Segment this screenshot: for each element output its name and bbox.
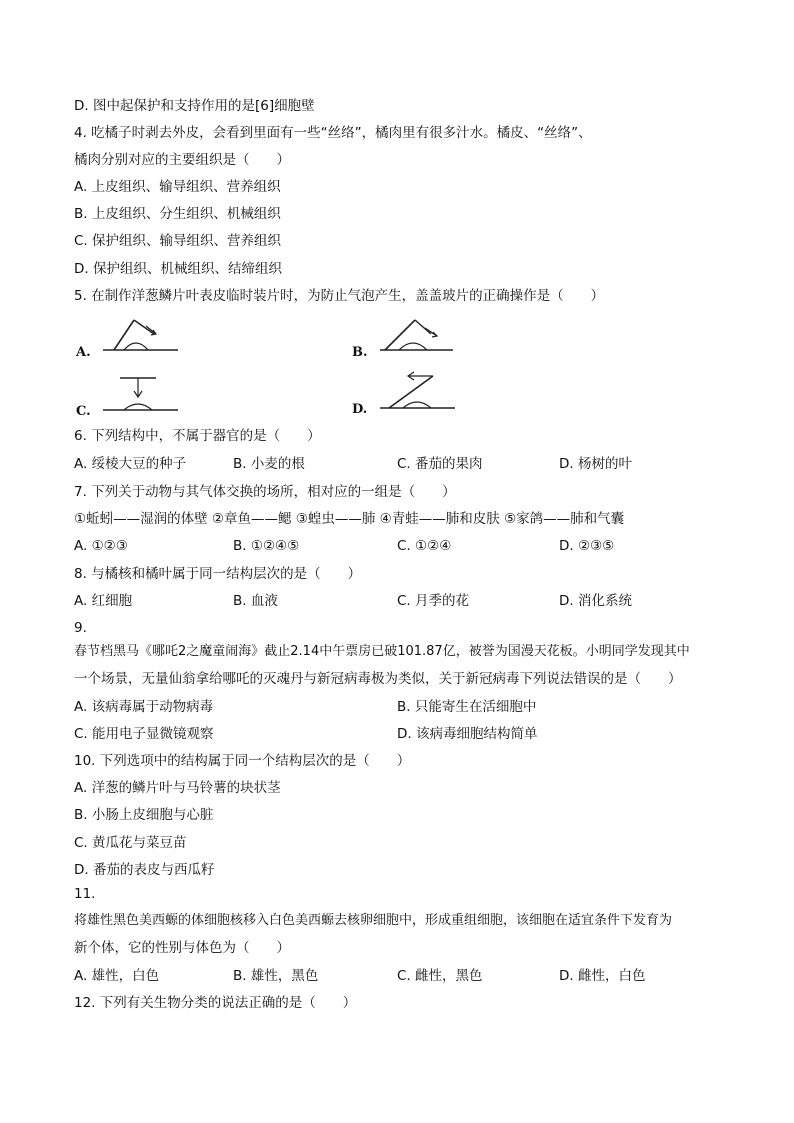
q8-option-b: B. 血液	[233, 593, 278, 609]
q4-stem-line1: 4. 吃橘子时剥去外皮，会看到里面有一些“丝络”，橘肉里有很多汁水。橘皮、“丝络”、	[74, 125, 592, 141]
q5-figure-d	[375, 370, 465, 414]
q5-label-c: C.	[76, 404, 91, 419]
q7-stem: 7. 下列关于动物与其气体交换的场所，相对应的一组是（ ）	[74, 484, 456, 500]
q11-option-a: A. 雄性，白色	[74, 968, 160, 984]
q9-stem-line2: 一个场景，无量仙翁拿给哪吒的灭魂丹与新冠病毒极为类似，关于新冠病毒下列说法错误的是（ ）	[74, 671, 682, 687]
q7-option-b: B. ①②④⑤	[233, 538, 300, 554]
q5-figure-c	[98, 372, 188, 416]
q11-option-c: C. 雌性，黑色	[397, 968, 483, 984]
q9-option-a: A. 该病毒属于动物病毒	[74, 699, 214, 715]
q3-option-d: D. 图中起保护和支持作用的是[6]细胞壁	[74, 98, 315, 114]
q6-option-d: D. 杨树的叶	[559, 456, 632, 472]
q9-option-c: C. 能用电子显微镜观察	[74, 726, 214, 742]
q9-option-b: B. 只能寄生在活细胞中	[397, 699, 537, 715]
q4-option-d: D. 保护组织、机械组织、结缔组织	[74, 261, 282, 277]
q5-figure-b	[375, 314, 465, 358]
q8-option-c: C. 月季的花	[397, 593, 470, 609]
q4-option-b: B. 上皮组织、分生组织、机械组织	[74, 206, 281, 222]
q7-option-d: D. ②③⑤	[559, 538, 615, 554]
q10-option-d: D. 番茄的表皮与西瓜籽	[74, 862, 215, 878]
q9-number: 9.	[74, 620, 87, 636]
q5-label-b: B.	[352, 345, 368, 360]
q10-option-c: C. 黄瓜花与菜豆苗	[74, 835, 187, 851]
q6-option-b: B. 小麦的根	[233, 456, 305, 472]
q11-number: 11.	[74, 886, 96, 902]
q11-option-d: D. 雌性，白色	[559, 968, 646, 984]
q10-option-b: B. 小肠上皮细胞与心脏	[74, 807, 214, 823]
q6-stem: 6. 下列结构中，不属于器官的是（ ）	[74, 428, 321, 444]
q7-option-c: C. ①②④	[397, 538, 452, 554]
q11-stem-line1: 将雄性黑色美西螈的体细胞核移入白色美西螈去核卵细胞中，形成重组细胞，该细胞在适宜条件下发育为	[74, 913, 673, 928]
q4-option-a: A. 上皮组织、输导组织、营养组织	[74, 179, 281, 195]
q6-option-c: C. 番茄的果肉	[397, 456, 483, 472]
q4-stem-line2: 橘肉分别对应的主要组织是（ ）	[74, 152, 290, 168]
q9-stem-line1: 春节档黑马《哪吒2之魔童闹海》截止2.14中午票房已破101.87亿，被誉为国漫天花板。小明同学发现其中	[74, 644, 690, 659]
q5-label-a: A.	[76, 345, 91, 360]
q5-figure-a	[98, 314, 188, 358]
q5-stem: 5. 在制作洋葱鳞片叶表皮临时装片时，为防止气泡产生，盖盖玻片的正确操作是（ ）	[74, 288, 605, 304]
q12-stem: 12. 下列有关生物分类的说法正确的是（ ）	[74, 995, 357, 1011]
q11-option-b: B. 雄性，黑色	[233, 968, 319, 984]
q5-label-d: D.	[352, 402, 368, 417]
q7-option-a: A. ①②③	[74, 538, 128, 554]
q6-option-a: A. 绥棱大豆的种子	[74, 456, 187, 472]
q7-items: ①蚯蚓——湿润的体壁 ②章鱼——鳃 ③蝗虫——肺 ④青蛙——肺和皮肤 ⑤家鸽——肺和气囊	[74, 511, 625, 527]
q8-stem: 8. 与橘核和橘叶属于同一结构层次的是（ ）	[74, 566, 362, 582]
q11-stem-line2: 新个体，它的性别与体色为（ ）	[74, 940, 290, 956]
q8-option-a: A. 红细胞	[74, 593, 133, 609]
q8-option-d: D. 消化系统	[559, 593, 632, 609]
q4-option-c: C. 保护组织、输导组织、营养组织	[74, 233, 282, 249]
q10-option-a: A. 洋葱的鳞片叶与马铃薯的块状茎	[74, 780, 281, 796]
q10-stem: 10. 下列选项中的结构属于同一个结构层次的是（ ）	[74, 753, 411, 769]
q9-option-d: D. 该病毒细胞结构简单	[397, 726, 538, 742]
